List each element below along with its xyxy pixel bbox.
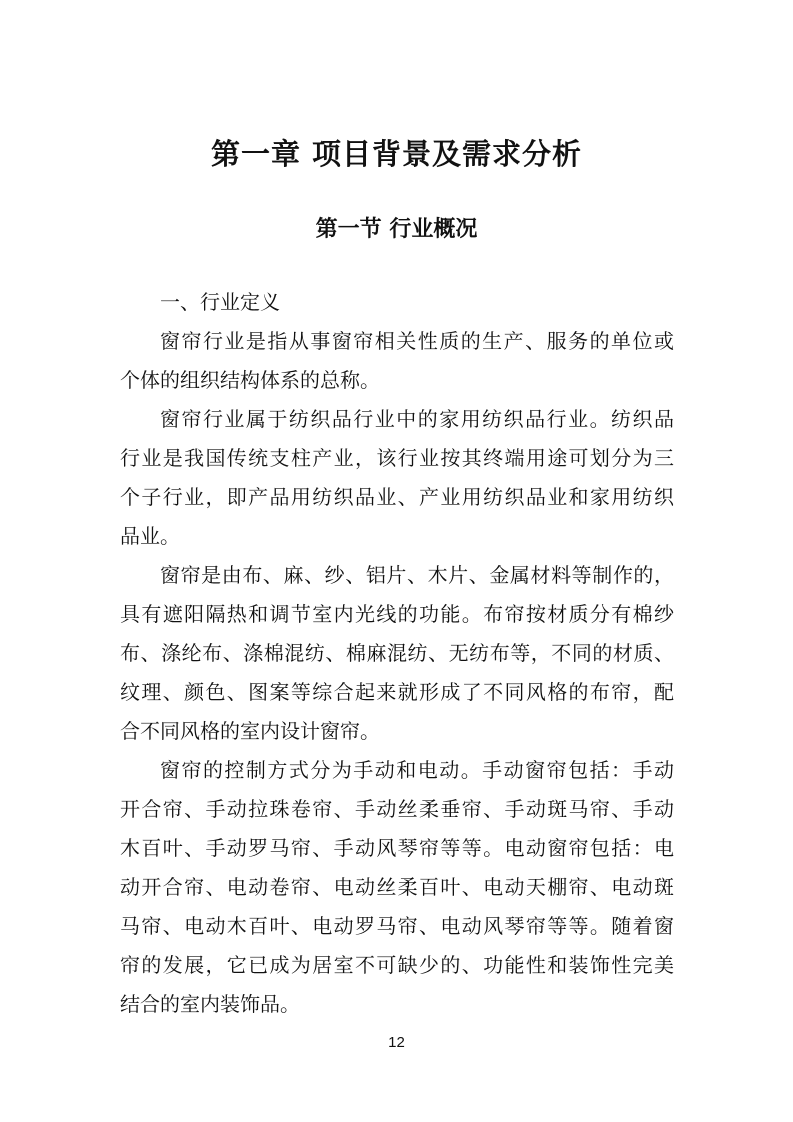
paragraph-line: 木百叶、手动罗马帘、手动风琴帘等等。电动窗帘包括：电 [120, 836, 674, 860]
document-body [120, 283, 674, 1024]
paragraph-line: 窗帘行业属于纺织品行业中的家用纺织品行业。纺织品 [160, 407, 674, 431]
paragraph [120, 400, 674, 556]
paragraph-line: 合不同风格的室内设计窗帘。 [120, 719, 380, 743]
section-title: 第一节 行业概况 [315, 217, 478, 242]
paragraph-line: 具有遮阳隔热和调节室内光线的功能。布帘按材质分有棉纱 [120, 602, 674, 626]
paragraph-line: 动开合帘、电动卷帘、电动丝柔百叶、电动天棚帘、电动斑 [120, 875, 674, 899]
paragraph-line: 个体的组织结构体系的总称。 [120, 368, 380, 392]
paragraph-line: 品业。 [120, 524, 180, 548]
paragraph-line: 纹理、颜色、图案等综合起来就形成了不同风格的布帘，配 [120, 680, 674, 704]
page-number: 12 [388, 1034, 405, 1051]
paragraph-line: 布、涤纶布、涤棉混纺、棉麻混纺、无纺布等，不同的材质、 [120, 641, 674, 665]
subheading: 一、行业定义 [160, 290, 280, 314]
paragraph-line: 帘的发展，它已成为居室不可缺少的、功能性和装饰性完美 [120, 953, 674, 977]
paragraph-line: 个子行业，即产品用纺织品业、产业用纺织品业和家用纺织 [120, 485, 674, 509]
paragraph-line: 行业是我国传统支柱产业，该行业按其终端用途可划分为三 [120, 446, 674, 470]
paragraph [120, 751, 674, 1024]
paragraph-line: 窗帘是由布、麻、纱、铝片、木片、金属材料等制作的， [160, 563, 674, 587]
paragraph-line: 马帘、电动木百叶、电动罗马帘、电动风琴帘等等。随着窗 [120, 914, 674, 938]
paragraph-line: 窗帘行业是指从事窗帘相关性质的生产、服务的单位或 [160, 329, 674, 353]
chapter-title: 第一章 项目背景及需求分析 [210, 137, 583, 171]
paragraph [120, 556, 674, 751]
paragraph-line: 结合的室内装饰品。 [120, 992, 300, 1016]
paragraph-line: 窗帘的控制方式分为手动和电动。手动窗帘包括：手动 [160, 758, 674, 782]
paragraph-line: 开合帘、手动拉珠卷帘、手动丝柔垂帘、手动斑马帘、手动 [120, 797, 674, 821]
paragraph [120, 322, 674, 400]
